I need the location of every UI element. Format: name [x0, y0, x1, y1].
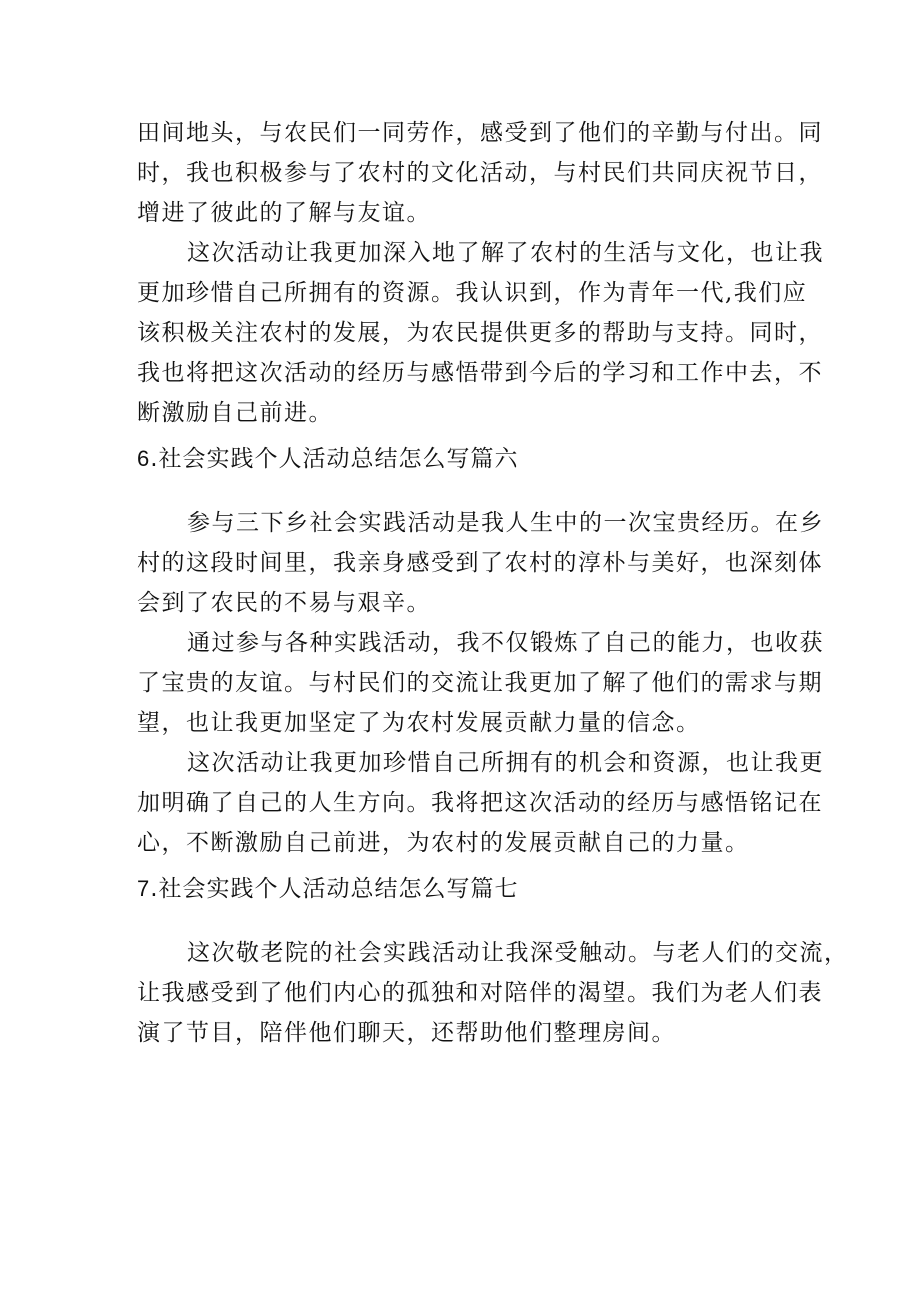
text-line: 村的这段时间里，我亲身感受到了农村的淳朴与美好，也深刻体 [137, 550, 823, 576]
section-number: 7 [137, 876, 151, 901]
section-title: .社会实践个人活动总结怎么写篇七 [150, 876, 519, 902]
text-line: 这次敬老院的社会实践活动让我深受触动。与老人们的交流， [187, 940, 849, 966]
text-line: 心，不断激励自己前进，为农村的发展贡献自己的力量。 [137, 830, 750, 856]
text-line: 这次活动让我更加深入地了解了农村的生活与文化，也让我 [187, 240, 824, 266]
text-line: 时，我也积极参与了农村的文化活动，与村民们共同庆祝节日， [137, 160, 823, 186]
document-page [137, 113, 849, 1053]
paragraph-experience [137, 503, 824, 623]
paragraph-direction [137, 743, 824, 863]
text-line: 田间地头，与农民们一同劳作，感受到了他们的辛勤与付出。同 [137, 120, 823, 146]
section-heading-7 [137, 869, 787, 909]
text-line: 增进了彼此的了解与友谊。 [137, 200, 431, 226]
text-line: 加明确了自己的人生方向。我将把这次活动的经历与感悟铭记在 [137, 790, 823, 816]
paragraph-activities [137, 623, 824, 743]
text-line: 断激励自己前进。 [137, 400, 333, 426]
section-title: .社会实践个人活动总结怎么写篇六 [150, 446, 519, 472]
text-line: 这次活动让我更加珍惜自己所拥有的机会和资源，也让我更 [187, 750, 824, 776]
text-line: 更加珍惜自己所拥有的资源。我认识到，作为青年一代,我们应 [137, 280, 808, 306]
text-line: 了宝贵的友谊。与村民们的交流让我更加了解了他们的需求与期 [137, 670, 823, 696]
text-line: 该积极关注农村的发展，为农民提供更多的帮助与支持。同时， [137, 320, 823, 346]
text-line: 让我感受到了他们内心的孤独和对陪伴的渴望。我们为老人们表 [137, 980, 823, 1006]
text-line: 我也将把这次活动的经历与感悟带到今后的学习和工作中去，不 [137, 360, 823, 386]
text-line: 通过参与各种实践活动，我不仅锻炼了自己的能力，也收获 [187, 630, 824, 656]
section-heading-6 [137, 439, 787, 479]
text-line: 参与三下乡社会实践活动是我人生中的一次宝贵经历。在乡 [187, 510, 824, 536]
paragraph-nursing-home [137, 933, 849, 1053]
paragraph-reflection [137, 233, 824, 433]
text-line: 会到了农民的不易与艰辛。 [137, 590, 431, 616]
text-line: 演了节目，陪伴他们聊天，还帮助他们整理房间。 [137, 1020, 676, 1046]
paragraph-fieldwork [137, 113, 823, 233]
section-number: 6 [137, 446, 151, 471]
text-line: 望，也让我更加坚定了为农村发展贡献力量的信念。 [137, 710, 701, 736]
